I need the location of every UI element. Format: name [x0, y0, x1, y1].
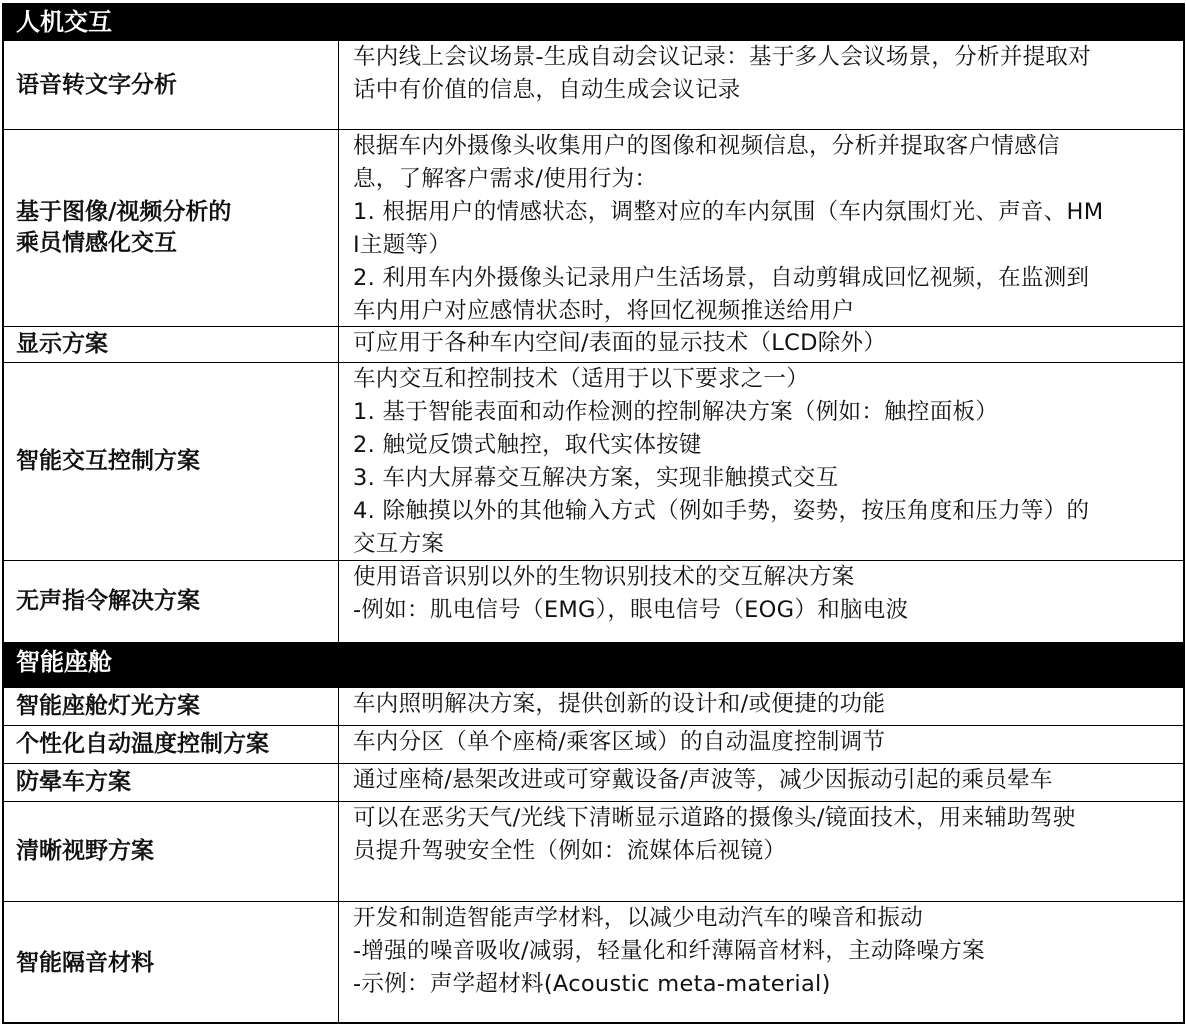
table-row-clear-vision	[4, 802, 1183, 902]
row-description: 车内交互和控制技术（适用于以下要求之一） 1. 基于智能表面和动作检测的控制解决方案（例如：触控面板） 2. 触觉反馈式触控，取代实体按键 3. 车内大屏幕交互解决方案，实现非触摸式交互 4. 除触摸以外的其他输入方式（例如手势，姿势，按压角度和压力等）的 交互方案	[353, 366, 1090, 557]
row-title: 个性化自动温度控制方案	[4, 726, 339, 763]
row-title: 智能座舱灯光方案	[4, 688, 339, 725]
row-description: 可以在恶劣天气/光线下清晰显示道路的摄像头/镜面技术，用来辅助驾驶 员提升驾驶安全性（例如：流媒体后视镜）	[353, 805, 1076, 864]
row-title: 智能隔音材料	[4, 902, 339, 1024]
feature-table	[2, 3, 1185, 1024]
section-header-hmi: 人机交互	[4, 5, 1183, 41]
row-description: 根据车内外摄像头收集用户的图像和视频信息，分析并提取客户情感信 息，了解客户需求/使用行为： 1. 根据用户的情感状态，调整对应的车内氛围（车内氛围灯光、声音、HM I主题等） 2. 利用车内外摄像头记录用户生活场景，自动剪辑成回忆视频，在监测到 车内用户对应感情状态时，将回忆视频推送给用户	[353, 133, 1104, 324]
row-description: 车内照明解决方案，提供创新的设计和/或便捷的功能	[353, 691, 886, 717]
row-title: 显示方案	[4, 327, 339, 362]
row-description: 使用语音识别以外的生物识别技术的交互解决方案 -例如：肌电信号（EMG），眼电信号（EOG）和脑电波	[353, 564, 909, 623]
row-description: 通过座椅/悬架改进或可穿戴设备/声波等，减少因振动引起的乘员晕车	[353, 767, 1053, 793]
row-description: 车内分区（单个座椅/乘客区域）的自动温度控制调节	[353, 729, 886, 755]
row-title: 基于图像/视频分析的 乘员情感化交互	[4, 130, 339, 326]
row-description: 车内线上会议场景-生成自动会议记录：基于多人会议场景，分析并提取对 话中有价值的信息，自动生成会议记录	[353, 44, 1092, 103]
row-title: 防晕车方案	[4, 764, 339, 801]
row-title: 智能交互控制方案	[4, 363, 339, 560]
row-title: 无声指令解决方案	[4, 561, 339, 642]
section-header-smart-cockpit: 智能座舱	[4, 642, 1183, 688]
table-row-cockpit-lighting	[4, 688, 1183, 726]
table-row-emotion-interaction	[4, 130, 1183, 327]
table-row-smart-control	[4, 363, 1183, 561]
table-row-speech-to-text	[4, 41, 1183, 130]
table-row-display	[4, 327, 1183, 363]
table-row-motion-sickness	[4, 764, 1183, 802]
row-title: 语音转文字分析	[4, 41, 339, 129]
row-description: 可应用于各种车内空间/表面的显示技术（LCD除外）	[353, 330, 887, 356]
row-title: 清晰视野方案	[4, 802, 339, 901]
table-row-acoustic-material	[4, 902, 1183, 1024]
table-row-silent-command	[4, 561, 1183, 642]
table-row-temperature-control	[4, 726, 1183, 764]
row-description: 开发和制造智能声学材料，以减少电动汽车的噪音和振动 -增强的噪音吸收/减弱，轻量化和纤薄隔音材料，主动降噪方案 -示例：声学超材料(Acoustic meta-material)	[353, 905, 985, 997]
